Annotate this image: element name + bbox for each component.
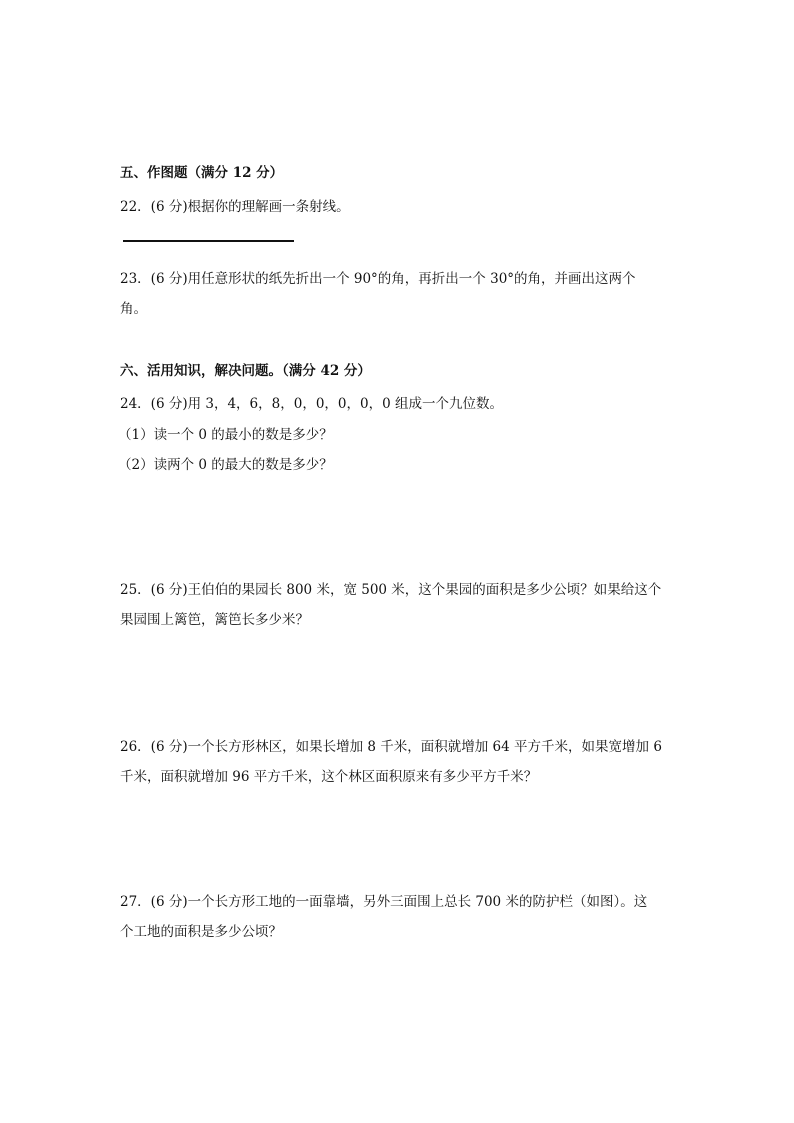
ray-drawing	[123, 240, 294, 242]
question-24-part-1: （1）读一个 0 的最小的数是多少？	[118, 427, 333, 443]
question-26-line-1: 26．(6 分)一个长方形林区，如果长增加 8 千米，面积就增加 64 平方千米，如果宽增加 6	[120, 739, 662, 755]
question-25-line-1: 25．(6 分)王伯伯的果园长 800 米，宽 500 米，这个果园的面积是多少公顷？如果给这个	[120, 582, 662, 598]
question-25-line-2: 果园围上篱笆，篱笆长多少米？	[120, 612, 309, 628]
question-26-line-2: 千米，面积就增加 96 平方千米，这个林区面积原来有多少平方千米？	[120, 769, 538, 785]
question-27-line-2: 个工地的面积是多少公顷？	[120, 924, 282, 940]
question-24: 24．(6 分)用 3，4，6，8，0，0，0，0，0 组成一个九位数。	[120, 396, 503, 412]
question-23-line-2: 角。	[120, 301, 147, 317]
question-23-line-1: 23．(6 分)用任意形状的纸先折出一个 90°的角，再折出一个 30°的角，并画出这两个	[120, 271, 636, 287]
section-5-heading: 五、作图题（满分 12 分）	[120, 165, 284, 181]
section-6-heading: 六、活用知识，解决问题。（满分 42 分）	[120, 363, 371, 379]
question-27-line-1: 27．(6 分)一个长方形工地的一面靠墙，另外三面围上总长 700 米的防护栏（如图）。这	[120, 894, 648, 910]
question-22: 22．(6 分)根据你的理解画一条射线。	[120, 199, 350, 215]
question-24-part-2: （2）读两个 0 的最大的数是多少？	[118, 457, 333, 473]
